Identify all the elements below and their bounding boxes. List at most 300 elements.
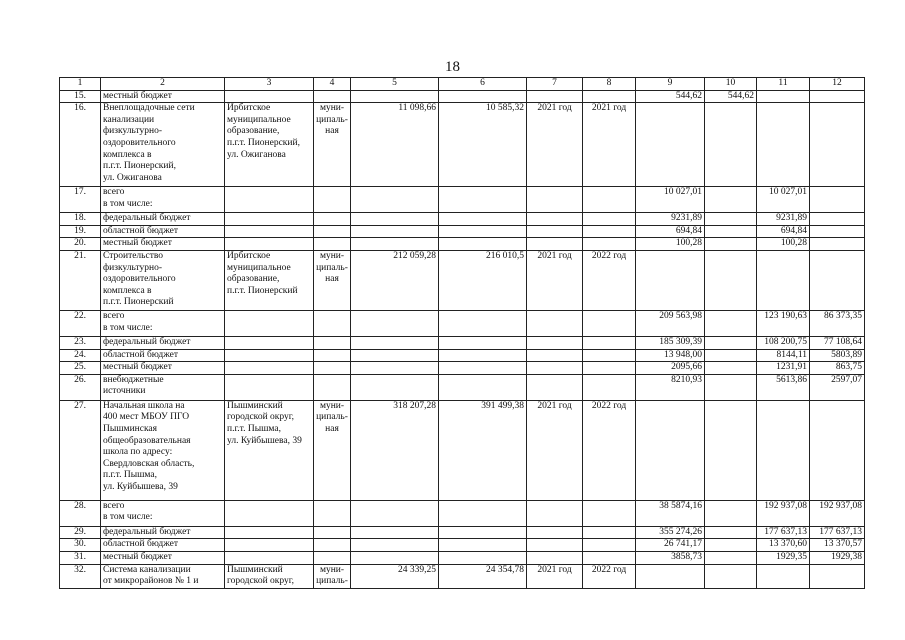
cost-current <box>439 564 527 588</box>
start-year-text: 2021 год <box>537 103 572 114</box>
cost-current <box>439 225 527 238</box>
item-name-text: Система канализации от микрорайонов № 1 и <box>103 564 199 587</box>
total-funding-text: 2095,66 <box>671 362 702 373</box>
end-year <box>583 103 636 187</box>
funding-col12-text: 2597,07 <box>831 374 862 385</box>
funding-col10 <box>705 374 757 400</box>
row-number <box>60 362 101 375</box>
ownership <box>314 551 351 564</box>
column-header: 11 <box>757 78 810 91</box>
total-funding <box>636 526 705 539</box>
end-year <box>583 90 636 103</box>
funding-col12 <box>810 310 865 336</box>
total-funding <box>636 103 705 187</box>
ownership-text: муни- ципаль- <box>316 564 348 587</box>
end-year <box>583 349 636 362</box>
funding-col11 <box>757 90 810 103</box>
total-funding-text: 8210,93 <box>671 374 702 385</box>
ownership <box>314 90 351 103</box>
funding-col10 <box>705 349 757 362</box>
funding-col10 <box>705 90 757 103</box>
start-year <box>527 551 583 564</box>
location <box>225 336 314 349</box>
row-number <box>60 90 101 103</box>
end-year <box>583 500 636 526</box>
item-name-text: Начальная школа на 400 мест МБОУ ПГО Пышминская общеобразовательная школа по адресу: Свердловская область, п.г.т. Пышма, ул. Куйбышева, 39 <box>103 400 195 492</box>
row-number-text: 29. <box>74 526 86 537</box>
funding-col11 <box>757 349 810 362</box>
item-name-text: областной бюджет <box>103 349 179 360</box>
cost-estimate <box>351 564 439 588</box>
funding-col12-text: 863,75 <box>835 362 862 373</box>
page-number: 18 <box>445 59 460 75</box>
location-text: Пышминский городской округ, п.г.т. Пышма, ул. Куйбышева, 39 <box>227 400 302 446</box>
funding-col11-text: 108 200,75 <box>764 336 807 347</box>
funding-col12-text: 177 637,13 <box>819 526 862 537</box>
total-funding-text: 26 741,17 <box>664 539 702 550</box>
funding-col10 <box>705 187 757 213</box>
item-name <box>101 551 225 564</box>
row-number-text: 25. <box>74 362 86 373</box>
location <box>225 213 314 226</box>
table-row <box>60 374 865 400</box>
column-header: 7 <box>527 78 583 91</box>
item-name-text: Строительство физкультурно- оздоровительного комплекса в п.г.т. Пионерский <box>103 250 176 308</box>
location-text: Ирбитское муниципальное образование, п.г.т. Пионерский, ул. Ожиганова <box>227 103 300 160</box>
item-name-text: Внеплощадочные сети канализации физкультурно- оздоровительного комплекса в п.г.т. Пионерский, ул. Ожиганова <box>103 103 195 183</box>
start-year <box>527 187 583 213</box>
funding-col11 <box>757 238 810 251</box>
start-year-text: 2021 год <box>537 250 572 261</box>
funding-col10 <box>705 225 757 238</box>
funding-col11-text: 123 190,63 <box>764 310 807 321</box>
cost-current-text: 216 010,5 <box>486 250 524 261</box>
row-number-text: 15. <box>74 90 86 101</box>
funding-col12 <box>810 551 865 564</box>
end-year <box>583 564 636 588</box>
total-funding <box>636 374 705 400</box>
ownership <box>314 526 351 539</box>
funding-col12 <box>810 500 865 526</box>
header-row <box>60 78 865 91</box>
column-header: 9 <box>636 78 705 91</box>
row-number <box>60 526 101 539</box>
column-header: 2 <box>101 78 225 91</box>
ownership <box>314 336 351 349</box>
table-row <box>60 213 865 226</box>
funding-col12-text: 86 373,35 <box>824 310 862 321</box>
ownership <box>314 539 351 552</box>
funding-col10 <box>705 539 757 552</box>
cost-current <box>439 187 527 213</box>
item-name-text: федеральный бюджет <box>103 213 191 224</box>
funding-col11-text: 13 370,60 <box>769 539 807 550</box>
total-funding-text: 355 274,26 <box>659 526 702 537</box>
item-name <box>101 213 225 226</box>
funding-col11-text: 100,28 <box>780 238 807 249</box>
start-year <box>527 539 583 552</box>
funding-col12 <box>810 336 865 349</box>
start-year-text: 2021 год <box>537 564 572 575</box>
end-year-text: 2022 год <box>591 400 627 411</box>
row-number-text: 28. <box>74 500 86 511</box>
funding-col11-text: 1929,35 <box>776 551 807 562</box>
row-number-text: 21. <box>74 250 86 261</box>
location-text: Пышминский городской округ, <box>227 564 294 587</box>
total-funding <box>636 551 705 564</box>
start-year <box>527 250 583 310</box>
location <box>225 564 314 588</box>
row-number-text: 19. <box>74 225 86 236</box>
total-funding <box>636 564 705 588</box>
item-name <box>101 187 225 213</box>
end-year <box>583 374 636 400</box>
end-year <box>583 539 636 552</box>
cost-estimate <box>351 336 439 349</box>
funding-col10 <box>705 400 757 500</box>
end-year <box>583 250 636 310</box>
row-number-text: 24. <box>74 349 86 360</box>
start-year <box>527 225 583 238</box>
cost-estimate <box>351 250 439 310</box>
location <box>225 250 314 310</box>
cost-estimate-text: 318 207,28 <box>393 400 436 411</box>
funding-col10 <box>705 564 757 588</box>
location-text: Ирбитское муниципальное образование, п.г.т. Пионерский <box>227 250 298 296</box>
row-number <box>60 500 101 526</box>
row-number <box>60 551 101 564</box>
cost-current <box>439 526 527 539</box>
item-name <box>101 103 225 187</box>
funding-col11 <box>757 336 810 349</box>
total-funding <box>636 187 705 213</box>
location <box>225 310 314 336</box>
cost-estimate <box>351 500 439 526</box>
start-year <box>527 564 583 588</box>
table-row <box>60 250 865 310</box>
table-row <box>60 400 865 500</box>
end-year <box>583 225 636 238</box>
funding-col10 <box>705 310 757 336</box>
funding-col11-text: 177 637,13 <box>764 526 807 537</box>
ownership <box>314 349 351 362</box>
total-funding <box>636 250 705 310</box>
funding-col11 <box>757 564 810 588</box>
cost-estimate <box>351 187 439 213</box>
item-name <box>101 500 225 526</box>
location <box>225 238 314 251</box>
total-funding-text: 185 309,39 <box>659 336 702 347</box>
location <box>225 187 314 213</box>
funding-col12-text: 77 108,64 <box>824 336 862 347</box>
cost-current <box>439 310 527 336</box>
cost-estimate <box>351 551 439 564</box>
item-name <box>101 336 225 349</box>
total-funding <box>636 336 705 349</box>
table-row <box>60 238 865 251</box>
ownership <box>314 225 351 238</box>
funding-col12-text: 1929,38 <box>831 551 862 562</box>
total-funding <box>636 539 705 552</box>
item-name-text: федеральный бюджет <box>103 526 191 537</box>
cost-estimate <box>351 526 439 539</box>
start-year <box>527 310 583 336</box>
ownership <box>314 213 351 226</box>
funding-col12-text: 5803,89 <box>831 349 862 360</box>
ownership <box>314 362 351 375</box>
row-number-text: 22. <box>74 310 86 321</box>
table-row <box>60 103 865 187</box>
row-number <box>60 400 101 500</box>
location <box>225 362 314 375</box>
ownership <box>314 187 351 213</box>
item-name <box>101 349 225 362</box>
column-header: 10 <box>705 78 757 91</box>
start-year <box>527 374 583 400</box>
funding-col12 <box>810 526 865 539</box>
location <box>225 551 314 564</box>
funding-col10 <box>705 238 757 251</box>
cost-estimate <box>351 213 439 226</box>
funding-col12 <box>810 400 865 500</box>
start-year <box>527 103 583 187</box>
cost-current <box>439 374 527 400</box>
row-number <box>60 187 101 213</box>
table-row <box>60 500 865 526</box>
row-number-text: 32. <box>74 564 86 575</box>
funding-col10 <box>705 526 757 539</box>
row-number-text: 30. <box>74 539 86 550</box>
end-year <box>583 238 636 251</box>
start-year <box>527 213 583 226</box>
column-header: 3 <box>225 78 314 91</box>
total-funding-text: 13 948,00 <box>664 349 702 360</box>
row-number-text: 31. <box>74 551 86 562</box>
cost-current <box>439 539 527 552</box>
row-number <box>60 349 101 362</box>
total-funding <box>636 310 705 336</box>
location <box>225 526 314 539</box>
funding-col12 <box>810 213 865 226</box>
cost-current-text: 24 354,78 <box>486 564 524 575</box>
end-year <box>583 336 636 349</box>
item-name-text: местный бюджет <box>103 362 172 373</box>
item-name <box>101 539 225 552</box>
cost-estimate <box>351 225 439 238</box>
funding-col12 <box>810 539 865 552</box>
item-name-text: областной бюджет <box>103 539 179 550</box>
location <box>225 374 314 400</box>
cost-current <box>439 238 527 251</box>
ownership <box>314 374 351 400</box>
funding-col11-text: 1231,91 <box>776 362 807 373</box>
item-name-text: областной бюджет <box>103 225 179 236</box>
funding-col12 <box>810 250 865 310</box>
funding-col11 <box>757 310 810 336</box>
row-number <box>60 310 101 336</box>
ownership <box>314 564 351 588</box>
table-row <box>60 310 865 336</box>
row-number-text: 16. <box>74 103 86 114</box>
table-row <box>60 90 865 103</box>
row-number-text: 20. <box>74 238 86 249</box>
start-year <box>527 336 583 349</box>
start-year <box>527 238 583 251</box>
column-header: 4 <box>314 78 351 91</box>
funding-col11 <box>757 213 810 226</box>
total-funding <box>636 90 705 103</box>
item-name <box>101 310 225 336</box>
cost-current <box>439 90 527 103</box>
funding-col12 <box>810 362 865 375</box>
funding-col11 <box>757 225 810 238</box>
funding-col12 <box>810 90 865 103</box>
row-number <box>60 103 101 187</box>
funding-col11 <box>757 551 810 564</box>
table-row <box>60 539 865 552</box>
table-row <box>60 225 865 238</box>
funding-col10 <box>705 551 757 564</box>
data-table <box>59 77 865 589</box>
total-funding-text: 9231,89 <box>671 213 702 224</box>
end-year-text: 2022 год <box>591 564 627 575</box>
cost-current <box>439 349 527 362</box>
start-year <box>527 349 583 362</box>
column-header: 12 <box>810 78 865 91</box>
cost-estimate <box>351 362 439 375</box>
row-number <box>60 539 101 552</box>
row-number-text: 18. <box>74 213 86 224</box>
total-funding-text: 694,84 <box>675 225 702 236</box>
end-year-text: 2021 год <box>591 103 627 114</box>
item-name <box>101 564 225 588</box>
cost-estimate <box>351 238 439 251</box>
funding-col11 <box>757 187 810 213</box>
location <box>225 103 314 187</box>
total-funding-text: 10 027,01 <box>664 187 702 198</box>
total-funding <box>636 225 705 238</box>
funding-col11 <box>757 500 810 526</box>
ownership <box>314 400 351 500</box>
item-name <box>101 526 225 539</box>
cost-estimate <box>351 374 439 400</box>
total-funding <box>636 349 705 362</box>
row-number <box>60 250 101 310</box>
cost-current-text: 391 499,38 <box>481 400 524 411</box>
table-row <box>60 336 865 349</box>
funding-col11 <box>757 526 810 539</box>
funding-col11 <box>757 400 810 500</box>
table-row <box>60 362 865 375</box>
funding-col11 <box>757 374 810 400</box>
funding-col10 <box>705 500 757 526</box>
funding-col11 <box>757 250 810 310</box>
row-number <box>60 336 101 349</box>
start-year <box>527 90 583 103</box>
cost-estimate-text: 11 098,66 <box>398 103 436 114</box>
cost-current <box>439 362 527 375</box>
start-year <box>527 526 583 539</box>
item-name-text: всего в том числе: <box>103 310 153 333</box>
row-number <box>60 238 101 251</box>
location <box>225 500 314 526</box>
total-funding-text: 209 563,98 <box>659 310 702 321</box>
end-year <box>583 310 636 336</box>
row-number <box>60 374 101 400</box>
column-header: 5 <box>351 78 439 91</box>
location <box>225 225 314 238</box>
funding-col11-text: 8144,11 <box>776 349 807 360</box>
row-number-text: 17. <box>74 187 86 198</box>
end-year <box>583 551 636 564</box>
ownership-text: муни- ципаль- ная <box>316 103 348 137</box>
location <box>225 349 314 362</box>
funding-col11-text: 5613,86 <box>776 374 807 385</box>
total-funding <box>636 362 705 375</box>
funding-col11-text: 694,84 <box>780 225 807 236</box>
ownership <box>314 310 351 336</box>
cost-estimate <box>351 90 439 103</box>
funding-col10-text: 544,62 <box>727 90 754 101</box>
total-funding <box>636 400 705 500</box>
table-row <box>60 187 865 213</box>
item-name <box>101 250 225 310</box>
cost-current <box>439 336 527 349</box>
cost-current <box>439 551 527 564</box>
item-name-text: всего в том числе: <box>103 500 153 523</box>
column-header: 6 <box>439 78 527 91</box>
ownership <box>314 250 351 310</box>
start-year <box>527 500 583 526</box>
funding-col11 <box>757 539 810 552</box>
end-year <box>583 187 636 213</box>
item-name-text: всего в том числе: <box>103 187 153 209</box>
total-funding-text: 544,62 <box>675 90 702 101</box>
item-name-text: местный бюджет <box>103 90 172 101</box>
funding-col12 <box>810 564 865 588</box>
funding-col11-text: 10 027,01 <box>769 187 807 198</box>
funding-col12 <box>810 349 865 362</box>
total-funding <box>636 238 705 251</box>
item-name-text: федеральный бюджет <box>103 336 191 347</box>
cost-current-text: 10 585,32 <box>486 103 524 114</box>
row-number-text: 23. <box>74 336 86 347</box>
row-number-text: 26. <box>74 374 86 385</box>
cost-current <box>439 213 527 226</box>
ownership <box>314 500 351 526</box>
funding-col10 <box>705 336 757 349</box>
row-number <box>60 564 101 588</box>
row-number-text: 27. <box>74 400 86 411</box>
funding-col12 <box>810 187 865 213</box>
funding-col11 <box>757 362 810 375</box>
total-funding <box>636 500 705 526</box>
funding-col12-text: 13 370,57 <box>824 539 862 550</box>
item-name-text: местный бюджет <box>103 551 172 562</box>
row-number <box>60 225 101 238</box>
column-header: 1 <box>60 78 101 91</box>
cost-current <box>439 250 527 310</box>
cost-estimate <box>351 349 439 362</box>
start-year <box>527 362 583 375</box>
end-year <box>583 400 636 500</box>
cost-estimate <box>351 400 439 500</box>
funding-col12 <box>810 374 865 400</box>
item-name-text: местный бюджет <box>103 238 172 249</box>
row-number <box>60 213 101 226</box>
cost-current <box>439 103 527 187</box>
funding-col10 <box>705 250 757 310</box>
